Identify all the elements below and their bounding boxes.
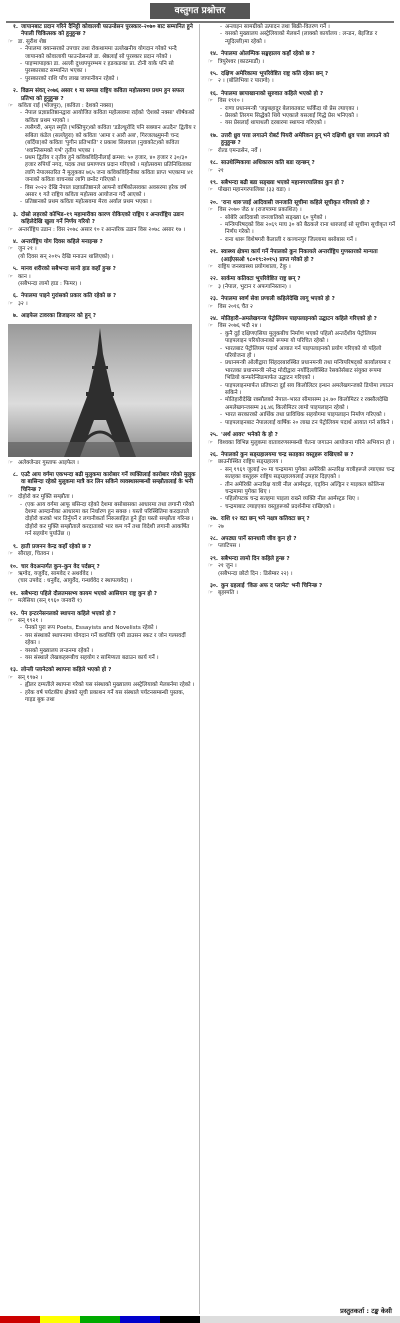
answer-line xyxy=(208,78,396,85)
arrow-icon: ☞ xyxy=(8,226,14,233)
question-line xyxy=(4,239,196,246)
question-number: १०. xyxy=(10,563,18,570)
arrow-icon: ☞ xyxy=(208,439,214,446)
answer-line xyxy=(208,168,396,175)
question-number: १. xyxy=(12,24,18,30)
question-block xyxy=(204,536,396,551)
detail-list xyxy=(20,110,196,206)
answer-text: जुन २१ । xyxy=(18,246,37,253)
detail-list xyxy=(20,46,196,83)
answer-text: ३ (नेपाल, भुटान र अफगानिस्तान) । xyxy=(218,283,291,290)
question-text: 'राना थारु'लाई आदिवासी जनजाति सूचीमा कहिले सूचीकृत गरिएको हो ? xyxy=(221,199,370,206)
detail-item: - हरेक वर्ष पर्यटकीय क्षेत्रको सूची प्रकाशन गर्ने यस संस्थाले पर्यटनसम्बन्धी पुस्तक, गाइड बुक तथा xyxy=(20,690,196,705)
answer-line xyxy=(8,460,196,467)
question-line xyxy=(4,24,196,39)
answer-text: सन् १९२१ । xyxy=(18,617,43,624)
question-text: मानव शरीरको सबैभन्दा सानो हाड कहाँ हुन्छ ? xyxy=(21,266,116,273)
question-text: लोन्ली प्लानेटको स्थापना कहिले भएको हो ? xyxy=(21,667,112,674)
answer-text: त्रिपुरेश्वर (काठमाडौं) । xyxy=(218,58,265,65)
answer-line xyxy=(208,459,396,466)
question-text: हाती प्रजनन केन्द्र कहाँ रहेको छ ? xyxy=(21,543,92,550)
answer-note xyxy=(8,281,196,288)
answer-text: विस १९१० । xyxy=(218,98,244,105)
question-block xyxy=(4,212,196,234)
arrow-icon: ☞ xyxy=(8,617,14,624)
answer-text: विस २०७० जेठ ४ (राजपत्रमा प्रकाशित) । xyxy=(218,207,302,214)
question-number: १७. xyxy=(210,132,218,139)
question-line xyxy=(204,160,396,167)
question-text: दोस्रो लहरको कोभिड–१९ महामारीका कारण रोकिएको राष्ट्रिय र अन्तर्राष्ट्रिय उडान कहिलेदेखि खुला गर्ने निर्णय गरियो ? xyxy=(21,211,184,226)
question-text: उत्तरी ध्रुव पत्ता लगाउने रोबर्ट पियरी अमेरिकन हुन् भने दक्षिणी ध्रुव पत्ता लगाउने को हुनुहुन्छ ? xyxy=(221,132,390,147)
question-number: ५. xyxy=(12,266,18,273)
question-block xyxy=(4,293,196,308)
arrow-icon: ☞ xyxy=(8,674,14,681)
answer-text: रोल्ड एमन्डसेन, नर्वे । xyxy=(218,147,262,154)
arrow-icon: ☞ xyxy=(208,58,214,65)
question-line xyxy=(204,200,396,207)
question-block xyxy=(204,432,396,447)
question-line xyxy=(204,133,396,148)
arrow-icon: ☞ xyxy=(8,494,14,501)
arrow-icon: ☞ xyxy=(8,570,14,577)
answer-text: मलेसिया (सन् १९६० जनवरी १) xyxy=(18,598,83,605)
arrow-icon: ☞ xyxy=(208,563,214,570)
answer-line xyxy=(8,551,196,558)
question-block xyxy=(4,667,196,704)
answer-note xyxy=(208,571,396,578)
answer-text: पोखरा महानगरपालिका (३३ वडा) । xyxy=(218,187,290,194)
question-block xyxy=(204,160,396,175)
question-line xyxy=(4,266,196,273)
detail-item: - राणा प्रधानमन्त्री 'जङ्गबहादुर बेलायतबाट फर्किँदा यो प्रेस ल्याएका । xyxy=(220,106,396,113)
question-text: नेपालमा पाइने गुरांसको प्रकार कति रहेको छ ? xyxy=(21,293,117,300)
question-text: सबैभन्दा पहिले दौलतमसभ्य कायम भएको आसियान राष्ट्र कुन हो ? xyxy=(21,590,157,597)
question-number: २०. xyxy=(210,199,218,206)
spacer xyxy=(8,281,18,288)
color-bar xyxy=(0,1316,400,1323)
spacer xyxy=(208,571,218,578)
answer-text: डा. सुरीश शेष्ठ xyxy=(18,38,47,45)
answer-line xyxy=(8,274,196,281)
question-number: ६. xyxy=(12,293,18,300)
detail-list xyxy=(220,106,396,128)
question-text: अपठ्या पार्ने स्तनधारी जीव कुन हो ? xyxy=(221,535,297,542)
answer-text: अलेक्जेन्डर गुस्ताफ आइफेल । xyxy=(18,459,79,466)
answer-line xyxy=(208,187,396,194)
detail-item: - यस संस्थाको स्थापनामा योगदान गर्ने कवयित्रि एमी डाउसन स्कट र जोन गल्सवर्दी रहेका । xyxy=(20,633,196,648)
answer-line xyxy=(208,284,396,291)
answer-line xyxy=(8,494,196,501)
arrow-icon: ☞ xyxy=(208,303,214,310)
detail-item: - नेपालमा क्यान्सरको उपचार तथा रोकथाममा उल्लेखनीय योगदान गरेको भन्दै जापानको कोवालायी फाउन्डेसनले डा. श्रेष्ठलाई सो पुरस्कार प्रदान गरेको । xyxy=(20,46,196,61)
question-number: ८. xyxy=(12,472,18,479)
detail-item: - यस प्रेसलाई थापाथली दरबारमा स्थापना गरिएको । xyxy=(220,120,396,127)
answer-text: कविता राई (भोजपुर), (कविता : देशको नक्सा) xyxy=(18,103,114,110)
question-text: स्वास्थ्य क्षेत्रमा कार्य गर्ने नेपालको कुन निकायले अन्तर्राष्ट्रिय गुणस्तरको मान्यता (आईएसओ ९८०१९:२०१५) प्राप्त गरेको हो ? xyxy=(221,249,378,263)
arrow-icon: ☞ xyxy=(208,167,214,174)
detail-item: - पेनको पुरा रूप Poets, Essayists and Novelists रहेको । xyxy=(20,625,196,632)
answer-note-text: (सबैभन्दा छोटो दिन : डिसेम्बर २२) । xyxy=(218,570,293,577)
detail-item: - पाइप्मापाइका डा. अल्ली दुध्धपपुरम्भम र हङकङका प्रा. टोनी याके पनि सो पुरस्कारबाट सम्मानित भएका । xyxy=(20,61,196,76)
answer-text: सौराहा, चितवन । xyxy=(18,551,54,558)
question-text: 'अर्थ आवर' भनेको के हो ? xyxy=(221,432,278,439)
detail-list xyxy=(20,682,196,704)
detail-item: - यसको मुख्यालय अस्ट्रेलियाको मेलबर्न (लाक्को कार्यालय : लन्डन, बेइजिङ र न्यूदिल्ली)मा रहेको । xyxy=(220,31,396,46)
answer-text: विश्वका विभिन्न मुलुकमा वातावरणसम्बन्धी चेतना जगाउन आयोजना गरिने अभियान हो । xyxy=(218,439,395,446)
question-block xyxy=(204,91,396,128)
detail-item: - पाइपलाइनबाट नेपाललाई वार्षिक २० लाख टन पेट्रोलियम पदार्थ आयात गर्न सकिने । xyxy=(220,420,396,427)
question-text: मोतिहारी–अमलेखगन्ज पेट्रोलियम पाइपलाइनको उद्घाटन कहिले गरिएको हो ? xyxy=(221,316,377,322)
answer-text: सन् १९७२ । xyxy=(18,674,43,681)
detail-item: - सन् १९६९ जुलाई २० मा चन्द्रमामा पुगेका अमेरिकी अन्तरिक्ष यात्रीहरूले ल्याएका चन्द्र सतहका वस्तुहरू राष्ट्रिय सङ्ग्रहालयलाई उपहार दिइएको । xyxy=(220,467,396,482)
question-block xyxy=(4,239,196,261)
question-number: १६. xyxy=(210,90,218,97)
answer-text: अन्तर्राष्ट्रिय उडान : विस २०७८ असार १० र आन्तरिक उडान विस २०७८ असार १७ । xyxy=(18,226,186,233)
question-number: १४. xyxy=(210,51,218,58)
arrow-icon: ☞ xyxy=(8,38,14,45)
question-number: १५. xyxy=(210,71,218,78)
question-number: १३. xyxy=(10,667,18,674)
answer-text: कान । xyxy=(18,273,31,280)
detail-list xyxy=(20,625,196,662)
detail-list xyxy=(20,502,196,539)
question-text: विक्रम संवत् २०७६ असार १ मा सम्पन्न राष्ट्रिय कविता महोत्सवमा प्रथम हुन सफल प्रतिभा को हुनुहुन्छ ? xyxy=(21,88,185,102)
arrow-icon: ☞ xyxy=(208,323,214,330)
detail-item: - नेपाल प्रज्ञाप्रतिष्ठानद्वारा आयोजित कविता महोत्सवमा राईको 'देशको नक्सा' शीर्षकको कविता प्रथम भएको । xyxy=(20,110,196,125)
answer-note-text: (सबैभन्दा लामो हाड : फिमर) । xyxy=(18,281,82,287)
question-text: नेपालको कुन सङ्ग्रहालयमा चन्द्र सतहका वस्तुहरू राखिएको छ ? xyxy=(221,451,354,458)
detail-item: - पुरस्कारको राशि पाँच लाख जापानीयन रहेको । xyxy=(20,76,196,83)
question-line xyxy=(204,249,396,264)
answer-text: ऋग्वेद, यजुर्वेद, सामवेद र अथर्ववेद । xyxy=(18,570,93,577)
question-block xyxy=(4,611,196,663)
question-text: सबैभन्दा बढी बडा सङ्ख्या भएको महानगरपालिका कुन हो ? xyxy=(221,179,345,186)
question-line xyxy=(4,667,196,674)
question-block xyxy=(204,24,396,46)
question-block xyxy=(204,556,396,578)
detail-item: - मन्त्रिपरिषद्को विस २०६९ माघ ३० को बैठकले राना थारुलाई सो सूचीमा सूचीकृत गर्ने निर्णय गरेको । xyxy=(220,222,396,237)
question-line xyxy=(4,293,196,300)
detail-item: - प्रधानमन्त्री ओलीद्वारा सिंहदरबारस्थित प्रधानमन्त्री तथा मन्त्रिपरिषद्को कार्यालयमा र भारतका प्रधानमन्त्री नरेन्द्र मोदीद्वारा नयाँदिल्लीस्थित रेसकोर्सबाट संयुक्त रूपमा भिडियो कन्फरेन्सिङमार्फत उद्घाटन गरिएको । xyxy=(220,360,396,382)
question-line xyxy=(4,472,196,494)
answer-line xyxy=(208,590,396,597)
arrow-icon: ☞ xyxy=(8,459,14,466)
column-divider xyxy=(199,24,200,1314)
question-number: २४. xyxy=(210,316,218,322)
eiffel-tower-image xyxy=(8,324,192,457)
question-block xyxy=(204,200,396,244)
arrow-icon: ☞ xyxy=(8,598,14,605)
answer-line xyxy=(208,98,396,105)
answer-text: प्लाटिपस । xyxy=(218,543,241,550)
answer-line xyxy=(208,207,396,214)
question-number: २२. xyxy=(210,276,218,283)
question-number: १८. xyxy=(210,160,218,167)
spacer xyxy=(8,578,18,585)
detail-list xyxy=(220,24,396,46)
question-line xyxy=(4,88,196,103)
answer-line xyxy=(8,301,196,308)
arrow-icon: ☞ xyxy=(8,246,14,253)
question-line xyxy=(4,313,196,320)
question-block xyxy=(4,24,196,83)
question-text: सबैभन्दा लामो दिन कहिले हुन्छ ? xyxy=(221,555,290,562)
answer-line xyxy=(208,524,396,531)
detail-item: - विस २०२२ देखि नेपाल प्रज्ञाप्रतिष्ठानले आफ्नो वार्षिकोत्सवका अवसरमा हरेक वर्ष असार १ गते राष्ट्रिय कविता महोत्सव आयोजना गर्दै आएको । xyxy=(20,185,196,200)
arrow-icon: ☞ xyxy=(208,283,214,290)
detail-item: - चन्द्रमाबाट ल्याइएका वस्तुहरूको प्रदर्शनीमा राखिएको । xyxy=(220,504,396,511)
arrow-icon: ☞ xyxy=(208,98,214,105)
question-line xyxy=(204,276,396,283)
detail-list xyxy=(220,331,396,427)
question-line xyxy=(204,556,396,563)
arrow-icon: ☞ xyxy=(208,207,214,214)
question-text: साउथेल्मिकाया अधिकारम कति बडा रहन्छन् ? xyxy=(221,160,315,167)
question-line xyxy=(4,564,196,571)
detail-item: - यस संस्थाले लेखकहरूबीच सहयोग र सामिप्यता बढाउन कार्य गर्ने । xyxy=(20,655,196,662)
question-block xyxy=(204,296,396,311)
question-number: २५. xyxy=(210,432,218,439)
detail-item: - यसको मुख्यालय लन्डनमा रहेको । xyxy=(20,648,196,655)
detail-item: - कुनै दुई दक्षिणएसिया मुलुकबीच निर्माण भएको पहिलो अन्तर्देशीय पेट्रोलियम पाइपलाइन परियोजनाको रूपमा यो परिचित रहेको । xyxy=(220,331,396,346)
arrow-icon: ☞ xyxy=(8,103,14,110)
arrow-icon: ☞ xyxy=(208,543,214,550)
question-text: चार वेदअन्तर्गत कुन–कुन वेद पर्दछन् ? xyxy=(21,563,100,570)
answer-note xyxy=(8,578,196,585)
question-text: नेपालमा ओलम्पिक सङ्घहालय कहाँ रहेको छ ? xyxy=(221,51,315,58)
answer-line xyxy=(208,304,396,311)
spacer xyxy=(8,254,18,261)
question-block xyxy=(204,249,396,271)
answer-text: विस २०७६ भदौ २४ । xyxy=(218,323,262,330)
detail-item: - तीन अमेरिकी अन्तरिक्ष यात्री नील आर्मस्ट्रङ, एड्विन अल्ड्रिन र माइकल कोलिन्स चन्द्रमामा पुगेका थिए । xyxy=(220,482,396,497)
question-block xyxy=(204,51,396,66)
answer-line xyxy=(208,323,396,330)
question-number: २९. xyxy=(210,555,218,562)
answer-text: दोहोरो कर मुक्ति सम्झौता । xyxy=(18,494,74,501)
header-rule xyxy=(6,21,394,23)
question-text: कुन ग्रहलाई 'किङ अफ द प्लानेट' भनी चिनिन्छ ? xyxy=(221,583,323,589)
question-line xyxy=(204,516,396,523)
question-number: २१. xyxy=(210,249,218,256)
detail-item: - (एक आय वर्गमा आफू बसिन्दा रहेको देशमा बसोबासका आधारमा तथा लगानी गरेको देशमा आम्दानीका आधारमा कर निर्धारण हुन सक्छ । यस्तो परिस्थितिमा करदाताले दोहोरो करको भार तिर्नुपर्ने र लगानीकर्ता निरुत्साहित हुने हुँदा यस्तो सम्झौता गरिन्छ । दोहोरो कर मुक्ति सम्झौताले करदाताको भार कम गर्ने तथा विदेशी लगानी आकर्षित गर्न सहयोग पुर्याउँछ ।) xyxy=(20,502,196,539)
question-number: ११. xyxy=(10,590,18,597)
question-line xyxy=(204,51,396,58)
question-text: एउटै आय वर्गमा एकभन्दा बढी मुलुकमा कारोबार गर्ने व्यक्तिलाई कारोबार गरेको मुलुक वा बासिन्दा रहेको मुलुकमा मात्रै कर लिन सकिने व्यवस्थासम्बन्धी सम्झौतालाई के भनी चिनिन्छ ? xyxy=(21,472,196,493)
detail-item: - पाइपलाइनमार्फत प्रतिघन्टा दुई सय किलोलिटर इन्धन अमलेखगन्जको डिपोमा ल्याउन सकिने । xyxy=(220,383,396,398)
answer-line xyxy=(208,543,396,550)
question-block xyxy=(204,71,396,86)
question-text: दक्षिण अमेरिकामा भूपरिवेष्टित राष्ट्र कति रहेका छन् ? xyxy=(221,71,329,78)
question-text: जापानबाट प्रदान गरिने दैनिट्टी कोवालयी फाउन्डेसन पुरस्कार–२०७० बाट सम्मानित हुने नेपाली चिकित्सक को हुनुहुन्छ ? xyxy=(21,24,193,38)
question-block xyxy=(4,266,196,288)
detail-item: - अन्लाइन सामग्रीको उत्पादन तथा बिक्री-वितरण गर्ने । xyxy=(220,24,396,31)
answer-line xyxy=(208,148,396,155)
detail-item: - सोबेरि आदिवासी जनजातिको सङ्ख्या ६० पुगेको । xyxy=(220,215,396,222)
answer-text: विस २०१६ चैत २ xyxy=(218,303,253,310)
detail-item: - प्रेसको तिरगम सिद्धेको थिये भएकाले यसलाई गिद्धे प्रेस भनिएको । xyxy=(220,113,396,120)
answer-text: २७ xyxy=(218,523,224,530)
detail-item: - पहिलोपटक चन्द्र सतहमा पाइला राख्ने व्यक्ति नील आर्मस्ट्रङ थिए । xyxy=(220,496,396,503)
question-number: १२. xyxy=(10,610,18,617)
question-text: अन्तर्राष्ट्रिय योग दिवस कहिले मनाइन्छ ? xyxy=(21,238,103,245)
answer-note-text: (चार उपवेद : धनुर्वेद, आयुर्वेद, गन्धर्ववेद र स्थापत्यवेद) । xyxy=(18,578,133,585)
right-column xyxy=(204,24,396,603)
answer-line xyxy=(8,246,196,253)
answer-text: बृहस्पति । xyxy=(218,590,239,597)
arrow-icon: ☞ xyxy=(8,300,14,307)
detail-item: - भारतबाट पेट्रोलियम पदार्थ आयात गर्न पाइपलाइनको प्रयोग गरिएको यो पहिलो परियोजना हो । xyxy=(220,346,396,361)
left-column xyxy=(4,24,196,709)
answer-line xyxy=(208,440,396,447)
question-number: २७. xyxy=(210,516,218,523)
question-line xyxy=(4,611,196,618)
question-number: १९. xyxy=(210,179,218,186)
question-text: राशि १२ वटा छन् भने नक्षत्र कतिवटा छन् ? xyxy=(221,516,310,523)
question-block xyxy=(204,452,396,511)
detail-item: - राना थारू विशेषगरी कैलाली र कञ्चनपुर जिल्लामा बसोबास गर्ने । xyxy=(220,237,396,244)
detail-item: - प्रतिष्ठानको प्रथम कविता महोत्सवमा मेरव अर्याल प्रथम भएका । xyxy=(20,199,196,206)
question-block xyxy=(204,276,396,291)
answer-text: राष्ट्रिय जनस्वास्थ्य प्रयोगशाला, टेकु । xyxy=(218,263,291,270)
question-block xyxy=(4,88,196,207)
question-text: पेन इन्टरनेसनलको स्थापना कहिले भएको हो ? xyxy=(21,610,116,617)
question-block xyxy=(4,472,196,539)
credit-line: प्रस्तुतकर्ता : टङ्क केसी xyxy=(340,1307,392,1315)
question-number: २८. xyxy=(210,535,218,542)
arrow-icon: ☞ xyxy=(208,459,214,466)
arrow-icon: ☞ xyxy=(208,263,214,270)
question-number: ३. xyxy=(12,211,18,218)
question-line xyxy=(4,591,196,598)
question-text: नेपालमा छापाखानाको सुरुवात कहिले भएको हो ? xyxy=(221,90,324,97)
arrow-icon: ☞ xyxy=(8,551,14,558)
answer-text: छाउनीस्थित राष्ट्रिय सङ्ग्रहालय । xyxy=(218,459,283,466)
question-line xyxy=(204,432,396,439)
question-block xyxy=(204,583,396,598)
answer-text: २१ जुन । xyxy=(218,563,237,570)
question-line xyxy=(204,296,396,303)
section-title: वस्तुगत प्रश्नोत्तर xyxy=(150,3,250,19)
answer-line xyxy=(208,59,396,66)
detail-item: - भारत सरकारको आर्थिक तथा प्राविधिक सहयोगमा पाइपलाइन निर्माण गरिएको । xyxy=(220,412,396,419)
question-number: २३. xyxy=(210,296,218,303)
question-text: नेपालमा स्वर्ण सेवा प्रणाली कहिलेदेखि लागू भएको हो ? xyxy=(221,296,335,303)
answer-text: २१ xyxy=(218,167,224,174)
arrow-icon: ☞ xyxy=(208,523,214,530)
question-line xyxy=(4,544,196,551)
question-number: ४. xyxy=(12,238,18,245)
question-block xyxy=(204,180,396,195)
question-block xyxy=(4,544,196,559)
answer-line xyxy=(208,264,396,271)
question-number: ७. xyxy=(12,313,18,320)
question-line xyxy=(4,212,196,227)
question-block xyxy=(204,316,396,427)
arrow-icon: ☞ xyxy=(208,187,214,194)
detail-item: - प्रथम द्वितीय र तृतीय हुने कविकविहिनीलाई क्रमश: ५० हजार, ४० हजार र ३०/३० हजार रुपियाँ नगद, पदक तथा प्रमाणपत्र प्रदान गरिएको । महोत्सवमा प्रतिनिधित्वका लागि नेपालस्तरित नै मुलुकका ७६५ जना कविकविहिनीका कविता प्राप्त भएकामा ४१ जनाको कविता वाचनका लागि छनोट गरिएको । xyxy=(20,155,196,185)
arrow-icon: ☞ xyxy=(208,78,214,85)
question-block xyxy=(4,591,196,606)
question-text: सार्कमा कतिवटा भूपरिवेष्टित राष्ट्र छन् ? xyxy=(221,276,301,283)
detail-list xyxy=(220,467,396,511)
answer-text: ३२ । xyxy=(18,300,28,307)
answer-text: २ । (बोलिभिया र पाराग्वे) । xyxy=(218,78,274,85)
question-number: ३०. xyxy=(210,583,218,589)
question-text: आइफेल टावरका डिजाइनर को हुन् ? xyxy=(21,313,96,320)
detail-item: - मोतिहारीदेखि रक्सौलको नेपाल–भारत सीमासम्म ३२.७० किलोमिटर र रक्सौलदेखि अमलेखगन्जसम्म ३६.४६ किलोमिटर लामो पाइपलाइन रहेको । xyxy=(220,397,396,412)
answer-note xyxy=(8,254,196,261)
arrow-icon: ☞ xyxy=(208,590,214,597)
question-block xyxy=(204,516,396,531)
detail-list xyxy=(220,215,396,245)
question-number: २६. xyxy=(210,451,218,458)
answer-note-text: (यो दिवस सन् २०१५ देखि मनाउन थालिएको) । xyxy=(18,253,114,260)
arrow-icon: ☞ xyxy=(8,273,14,280)
arrow-icon: ☞ xyxy=(208,147,214,154)
question-block xyxy=(4,564,196,586)
question-number: ९. xyxy=(12,543,18,550)
answer-line xyxy=(208,563,396,570)
question-block xyxy=(4,313,196,467)
detail-item: - ह्वीलर दम्पतीले स्थापना गरेको यस संस्थाको मुख्यालय अस्ट्रेलियाको मेलबर्नमा रहेको । xyxy=(20,682,196,689)
answer-line xyxy=(8,598,196,605)
question-block xyxy=(204,133,396,155)
answer-line xyxy=(8,227,196,234)
question-number: २. xyxy=(12,88,18,95)
detail-item: - त्यसैगरी, अमृत स्मृति (भक्तिपुर)को कविता 'डडेल्धुरोदि पनि सक्यान अउदैन' द्वितीय र सबिता कंडेल (सल्लेहुरा) को कविता 'आमा र आरौ अब', गिरजलक्ष्मुमनी चन्द (बर्दिया)को कविता 'पुगीन प्रतिभाति' र प्रकाश सिलवाल (नुवाकोट)को कविता 'श्वान्तिसमको गर्भ' तृतीय भएका । xyxy=(20,125,196,155)
